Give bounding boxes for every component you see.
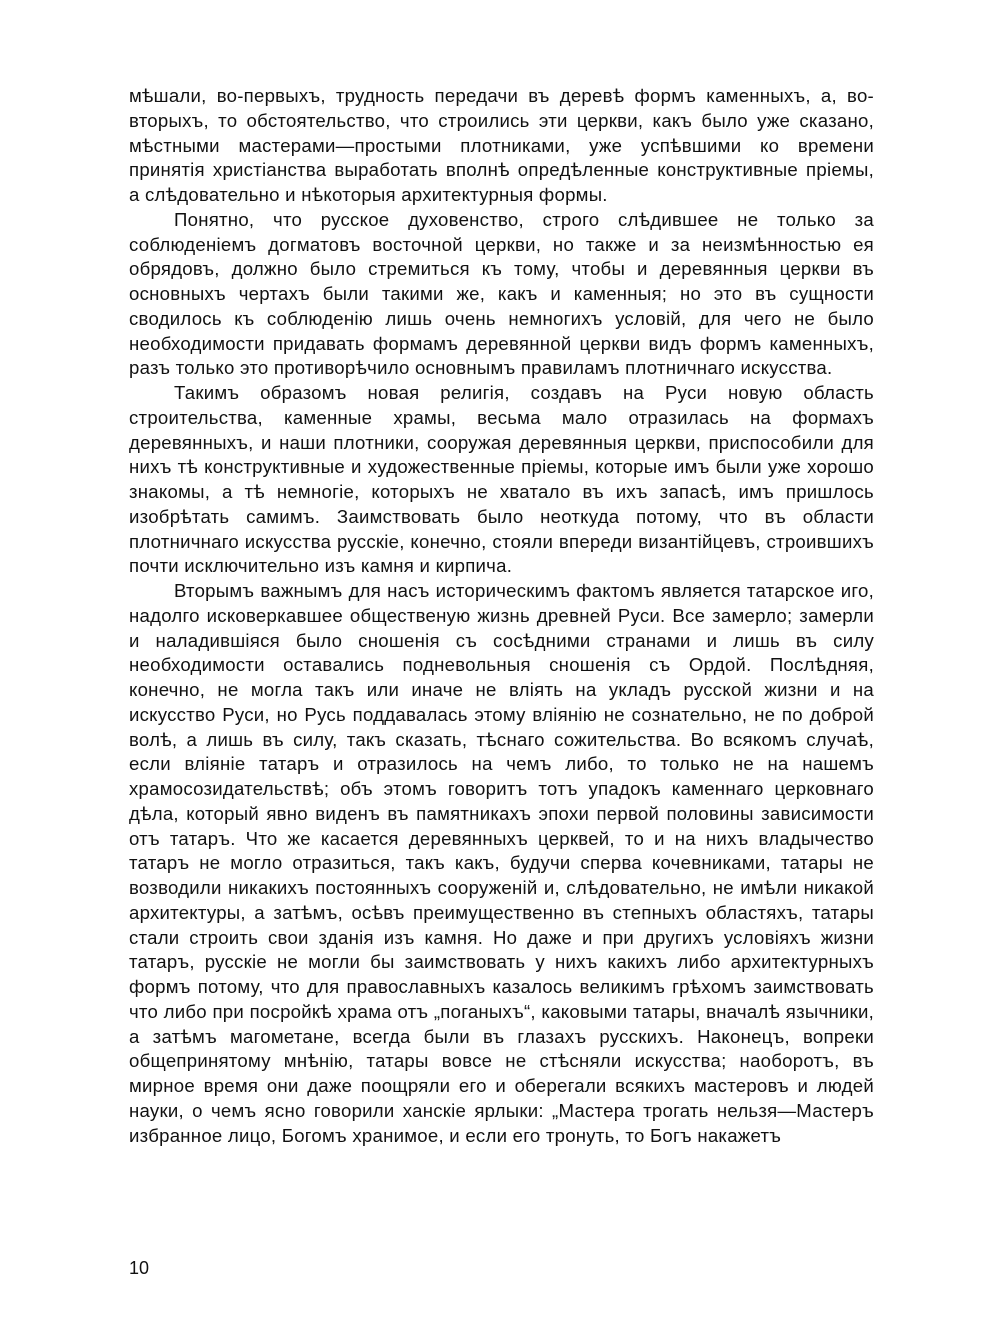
paragraph-new-religion: Такимъ образомъ новая религія, создавъ на Руси новую область строительства, каменные храмы, весьма мало отразилась на формахъ деревянныхъ, и наши плотники, сооружая деревянныя церкви, приспособили для нихъ тѣ конструктивные и художественные пріемы, которые имъ были уже хорошо знакомы, а тѣ немногіе, которыхъ не хватало въ ихъ запасѣ, имъ пришлось изобрѣтать самимъ. Заимствовать было неоткуда потому, что въ области плотничнаго искусства русскіе, конечно, стояли впереди византійцевъ, строившихъ почти исключительно изъ камня и кирпича.	[129, 382, 874, 577]
paragraph-tatar-yoke: Вторымъ важнымъ для насъ историческимъ фактомъ является татарское иго, надолго исковеркавшее общественую жизнь древней Руси. Все замерло; замерли и наладившіяся было сношенія съ сосѣдними странами и лишь въ силу необходимости оставались подневольныя сношенія съ Ордой. Послѣдняя, конечно, не могла такъ или иначе не вліять на укладъ русской жизни и на искусство Руси, но Русь поддавалась этому вліянію не сознательно, не по доброй волѣ, а лишь въ силу, такъ сказать, тѣснаго сожительства. Во всякомъ случаѣ, если вліяніе татаръ и отразилось на чемъ либо, то только не на нашемъ храмосозидательствѣ; объ этомъ говоритъ тотъ упадокъ каменнаго церковнаго дѣла, который явно виденъ въ памятникахъ эпохи первой половины зависимости отъ татаръ. Что же касается деревянныхъ церквей, то и на нихъ владычество татаръ не могло отразиться, такъ какъ, будучи сперва кочевниками, татары не возводили никакихъ постоянныхъ сооруженій и, слѣдовательно, не имѣли никакой архитектуры, а затѣмъ, осѣвъ преимущественно въ степныхъ областяхъ, татары стали строить свои зданія изъ камня. Но даже и при другихъ условіяхъ жизни татаръ, русскіе не могли бы заимствовать у нихъ какихъ либо архитектурныхъ формъ потому, что для православныхъ казалось великимъ грѣхомъ заимствовать что либо при посройкѣ храма отъ „поганыхъ“, каковыми татары, вначалѣ язычники, а затѣмъ магометане, всегда были въ глазахъ русскихъ. Наконецъ, вопреки общепринятому мнѣнію, татары вовсе не стѣсняли искусства; наоборотъ, въ мирное время они даже поощряли его и оберегали всякихъ мастеровъ и людей науки, о чемъ ясно говорили ханскіе ярлыки: „Мастера трогать нельзя—Мастеръ избранное лицо, Богомъ хранимое, и если его тронуть, то Богъ накажетъ	[129, 580, 874, 1146]
body-text	[129, 84, 874, 1148]
paragraph-clergy: Понятно, что русское духовенство, строго слѣдившее не только за соблюденіемъ догматовъ восточной церкви, но также и за неизмѣнностью ея обрядовъ, должно было стремиться къ тому, чтобы и деревянныя церкви въ основныхъ чертахъ были такими же, какъ и каменныя; но это въ сущности сводилось къ соблюденію лишь очень немногихъ условій, для чего не было необходимости придавать формамъ деревянной церкви видъ формъ каменныхъ, разъ только это противорѣчило основнымъ правиламъ плотничнаго искусства.	[129, 208, 874, 379]
paragraph-continuation: мѣшали, во-первыхъ, трудность передачи въ деревѣ формъ каменныхъ, а, во-вторыхъ, то обстоятельство, что строились эти церкви, какъ было уже сказано, мѣстными мастерами—простыми плотниками, уже успѣвшими ко времени принятія христіанства выработать вполнѣ опредѣленные конструктивные пріемы, а слѣдовательно и нѣкоторыя архитектурныя формы.	[129, 85, 874, 205]
page-number: 10	[129, 1258, 150, 1278]
